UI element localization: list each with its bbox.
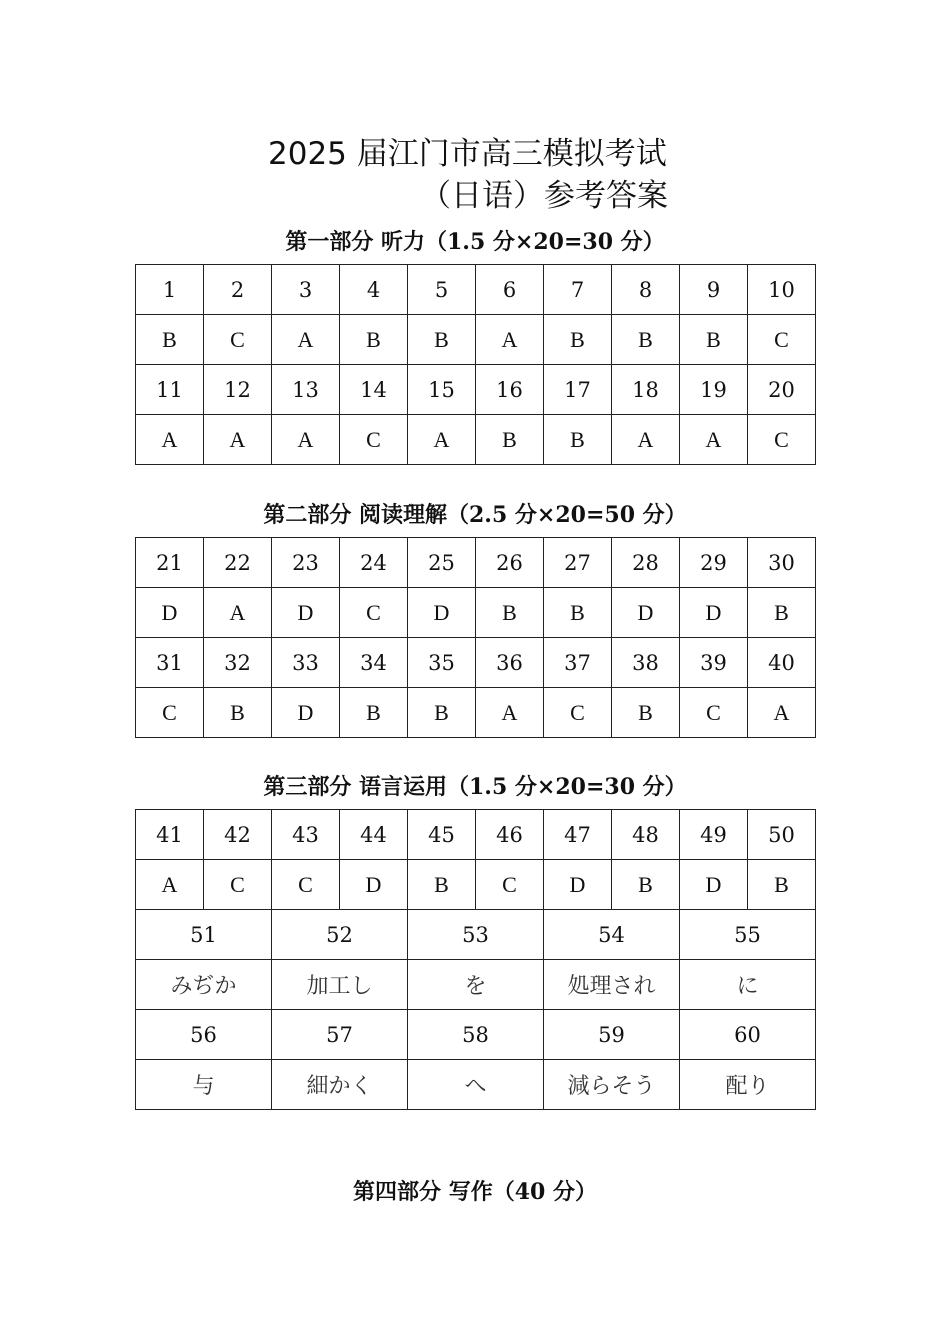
- table-row: [136, 1010, 816, 1060]
- answer-cell: D: [612, 588, 680, 638]
- question-number-cell: 25: [408, 538, 476, 588]
- question-number-cell: 42: [204, 810, 272, 860]
- section-heading-part2: 第二部分 阅读理解（2.5 分×20=50 分）: [263, 502, 687, 528]
- document-title-line2: （日语）参考答案: [420, 178, 668, 214]
- answer-cell: D: [680, 860, 748, 910]
- table-row: [136, 265, 816, 315]
- question-number-cell: 53: [408, 910, 544, 960]
- answer-cell: A: [612, 415, 680, 465]
- document-title-line1: 2025 届江门市高三模拟考试: [268, 136, 667, 172]
- answer-cell: C: [204, 860, 272, 910]
- table-row: [136, 315, 816, 365]
- answer-cell: B: [408, 860, 476, 910]
- question-number-cell: 6: [476, 265, 544, 315]
- question-number-cell: 55: [680, 910, 816, 960]
- answer-cell: A: [680, 415, 748, 465]
- question-number-cell: 19: [680, 365, 748, 415]
- answer-cell: B: [612, 688, 680, 738]
- answer-cell: D: [408, 588, 476, 638]
- question-number-cell: 37: [544, 638, 612, 688]
- question-number-cell: 59: [544, 1010, 680, 1060]
- question-number-cell: 29: [680, 538, 748, 588]
- answer-cell: 細かく: [272, 1060, 408, 1110]
- question-number-cell: 26: [476, 538, 544, 588]
- answer-cell: B: [544, 588, 612, 638]
- question-number-cell: 22: [204, 538, 272, 588]
- question-number-cell: 3: [272, 265, 340, 315]
- question-number-cell: 43: [272, 810, 340, 860]
- question-number-cell: 50: [748, 810, 816, 860]
- answer-cell: 処理され: [544, 960, 680, 1010]
- question-number-cell: 9: [680, 265, 748, 315]
- question-number-cell: 41: [136, 810, 204, 860]
- answer-cell: みぢか: [136, 960, 272, 1010]
- question-number-cell: 33: [272, 638, 340, 688]
- table-row: [136, 1060, 816, 1110]
- answer-cell: C: [748, 315, 816, 365]
- question-number-cell: 14: [340, 365, 408, 415]
- section-heading-part3: 第三部分 语言运用（1.5 分×20=30 分）: [263, 774, 687, 800]
- question-number-cell: 23: [272, 538, 340, 588]
- answer-cell: A: [408, 415, 476, 465]
- answer-table-part3: [135, 809, 816, 1110]
- table-row: [136, 365, 816, 415]
- answer-cell: D: [340, 860, 408, 910]
- answer-cell: A: [136, 860, 204, 910]
- question-number-cell: 58: [408, 1010, 544, 1060]
- section-heading-part4: 第四部分 写作（40 分）: [353, 1179, 597, 1205]
- answer-cell: C: [340, 588, 408, 638]
- answer-cell: C: [272, 860, 340, 910]
- question-number-cell: 20: [748, 365, 816, 415]
- question-number-cell: 32: [204, 638, 272, 688]
- question-number-cell: 12: [204, 365, 272, 415]
- answer-cell: C: [680, 688, 748, 738]
- question-number-cell: 49: [680, 810, 748, 860]
- answer-cell: 与: [136, 1060, 272, 1110]
- answer-cell: D: [136, 588, 204, 638]
- question-number-cell: 24: [340, 538, 408, 588]
- answer-table-part1: [135, 264, 816, 465]
- question-number-cell: 4: [340, 265, 408, 315]
- answer-cell: D: [272, 588, 340, 638]
- question-number-cell: 60: [680, 1010, 816, 1060]
- table-row: [136, 960, 816, 1010]
- table-row: [136, 638, 816, 688]
- answer-cell: C: [544, 688, 612, 738]
- answer-cell: B: [136, 315, 204, 365]
- answer-cell: 加工し: [272, 960, 408, 1010]
- answer-cell: に: [680, 960, 816, 1010]
- answer-cell: B: [748, 588, 816, 638]
- question-number-cell: 31: [136, 638, 204, 688]
- question-number-cell: 10: [748, 265, 816, 315]
- answer-cell: B: [680, 315, 748, 365]
- question-number-cell: 30: [748, 538, 816, 588]
- question-number-cell: 45: [408, 810, 476, 860]
- section-heading-part1: 第一部分 听力（1.5 分×20=30 分）: [285, 229, 665, 255]
- table-row: [136, 910, 816, 960]
- table-row: [136, 860, 816, 910]
- table-row: [136, 588, 816, 638]
- answer-cell: A: [476, 315, 544, 365]
- question-number-cell: 54: [544, 910, 680, 960]
- answer-cell: B: [748, 860, 816, 910]
- answer-cell: C: [476, 860, 544, 910]
- answer-cell: B: [340, 315, 408, 365]
- answer-table-part2: [135, 537, 816, 738]
- question-number-cell: 13: [272, 365, 340, 415]
- answer-cell: 減らそう: [544, 1060, 680, 1110]
- answer-cell: A: [272, 415, 340, 465]
- question-number-cell: 21: [136, 538, 204, 588]
- answer-cell: A: [476, 688, 544, 738]
- question-number-cell: 18: [612, 365, 680, 415]
- question-number-cell: 1: [136, 265, 204, 315]
- answer-cell: B: [612, 860, 680, 910]
- question-number-cell: 38: [612, 638, 680, 688]
- question-number-cell: 2: [204, 265, 272, 315]
- answer-cell: A: [136, 415, 204, 465]
- answer-cell: 配り: [680, 1060, 816, 1110]
- question-number-cell: 56: [136, 1010, 272, 1060]
- answer-cell: C: [340, 415, 408, 465]
- answer-cell: A: [748, 688, 816, 738]
- question-number-cell: 34: [340, 638, 408, 688]
- question-number-cell: 5: [408, 265, 476, 315]
- question-number-cell: 11: [136, 365, 204, 415]
- answer-cell: B: [544, 415, 612, 465]
- question-number-cell: 16: [476, 365, 544, 415]
- question-number-cell: 36: [476, 638, 544, 688]
- answer-cell: を: [408, 960, 544, 1010]
- table-row: [136, 688, 816, 738]
- answer-cell: へ: [408, 1060, 544, 1110]
- answer-cell: A: [204, 588, 272, 638]
- answer-cell: A: [204, 415, 272, 465]
- question-number-cell: 44: [340, 810, 408, 860]
- answer-cell: B: [544, 315, 612, 365]
- answer-cell: B: [476, 415, 544, 465]
- question-number-cell: 52: [272, 910, 408, 960]
- question-number-cell: 15: [408, 365, 476, 415]
- question-number-cell: 7: [544, 265, 612, 315]
- answer-cell: B: [476, 588, 544, 638]
- answer-cell: B: [408, 315, 476, 365]
- question-number-cell: 8: [612, 265, 680, 315]
- answer-cell: D: [680, 588, 748, 638]
- question-number-cell: 46: [476, 810, 544, 860]
- question-number-cell: 28: [612, 538, 680, 588]
- question-number-cell: 48: [612, 810, 680, 860]
- question-number-cell: 51: [136, 910, 272, 960]
- answer-cell: C: [136, 688, 204, 738]
- table-row: [136, 810, 816, 860]
- answer-cell: C: [204, 315, 272, 365]
- question-number-cell: 17: [544, 365, 612, 415]
- question-number-cell: 40: [748, 638, 816, 688]
- answer-cell: D: [544, 860, 612, 910]
- question-number-cell: 35: [408, 638, 476, 688]
- answer-cell: A: [272, 315, 340, 365]
- answer-cell: B: [204, 688, 272, 738]
- answer-cell: B: [340, 688, 408, 738]
- answer-cell: B: [612, 315, 680, 365]
- answer-cell: B: [408, 688, 476, 738]
- answer-cell: D: [272, 688, 340, 738]
- question-number-cell: 47: [544, 810, 612, 860]
- table-row: [136, 415, 816, 465]
- answer-cell: C: [748, 415, 816, 465]
- table-row: [136, 538, 816, 588]
- question-number-cell: 39: [680, 638, 748, 688]
- question-number-cell: 27: [544, 538, 612, 588]
- question-number-cell: 57: [272, 1010, 408, 1060]
